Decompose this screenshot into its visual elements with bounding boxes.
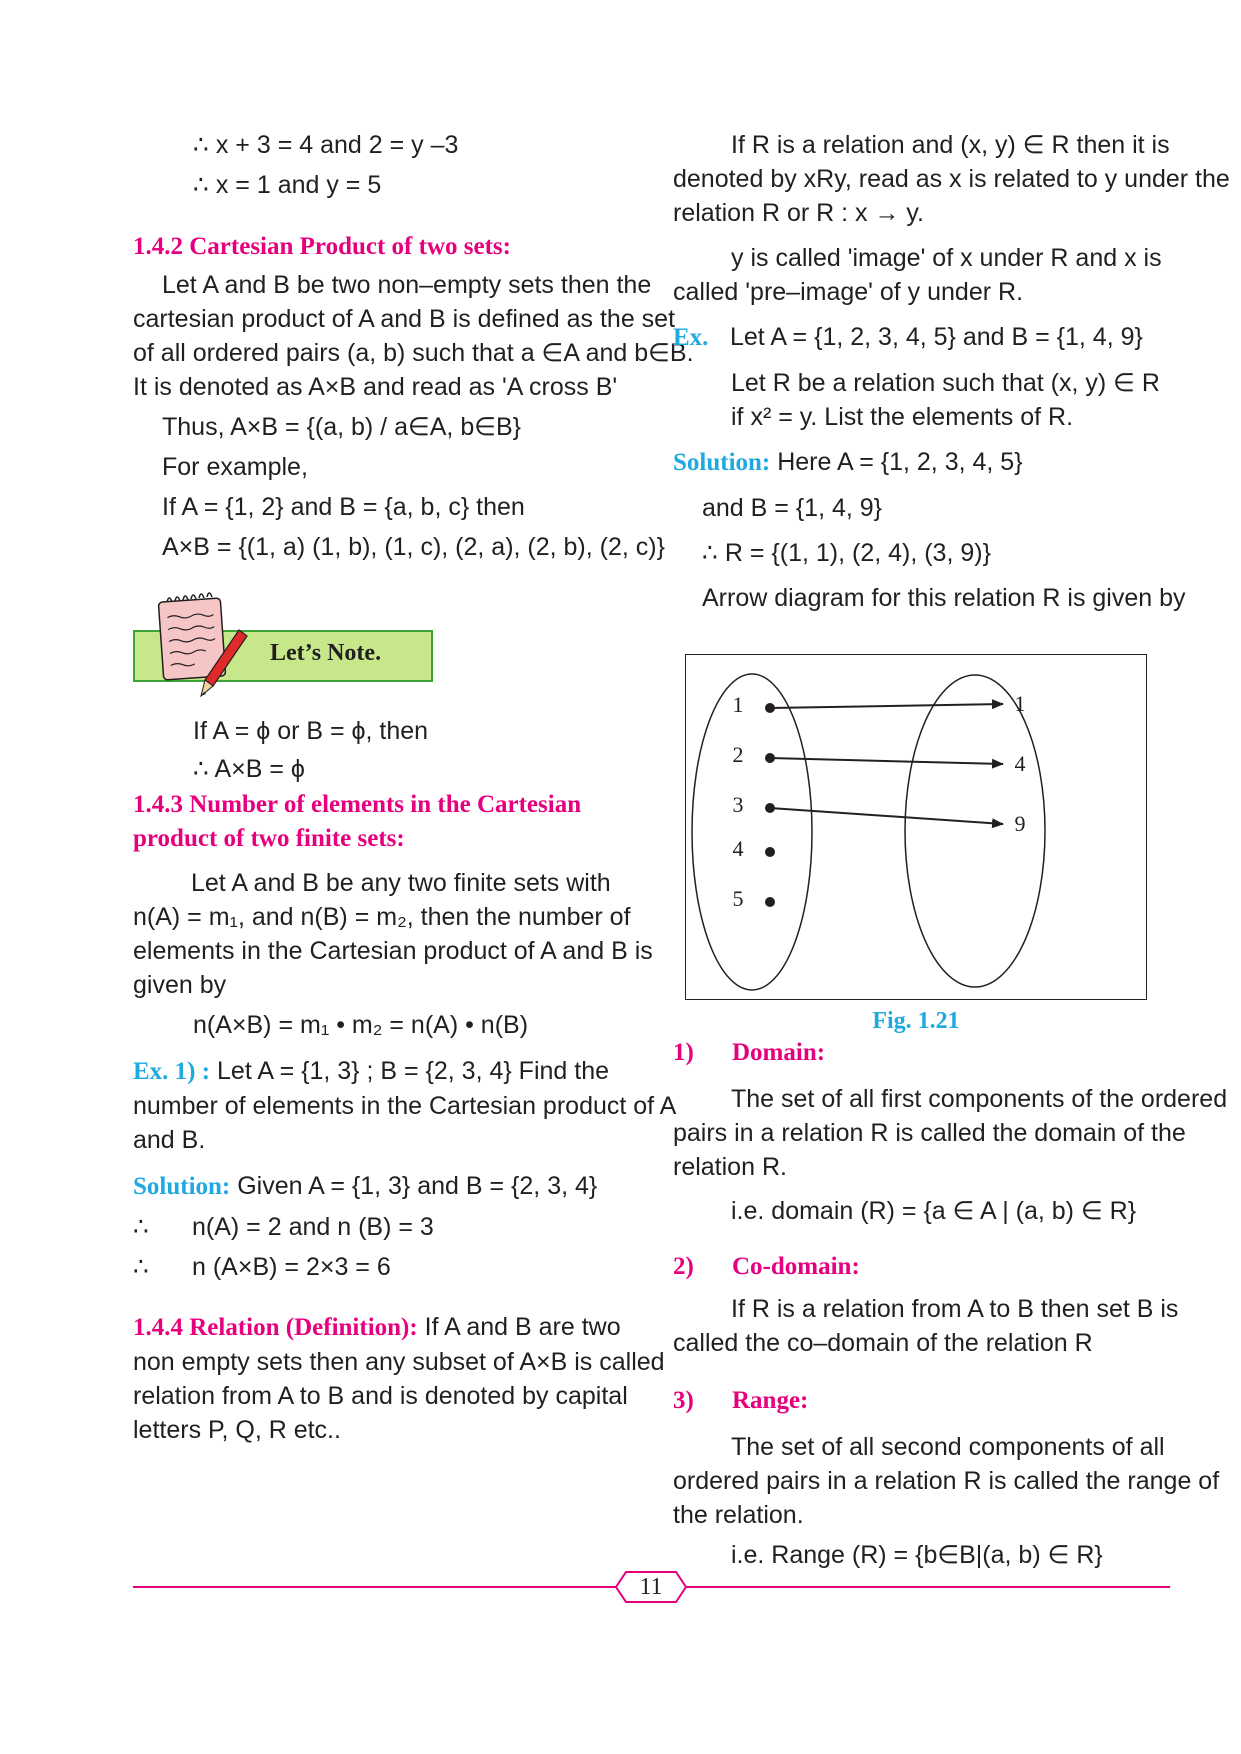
figure-caption: Fig. 1.21 xyxy=(872,1008,960,1034)
solution-label: Solution: xyxy=(673,449,771,476)
set-a-label: 2 xyxy=(732,742,744,767)
note-line: If A = ϕ or B = ϕ, then xyxy=(193,717,429,745)
section-heading-1-4-4: 1.4.4 Relation (Definition): xyxy=(133,1314,418,1341)
paragraph-domain: The set of all first components of the ordered pairs in a relation R is called the domain of the relation R. xyxy=(673,1085,1228,1181)
definition-heading-domain: 1) Domain: xyxy=(673,1039,826,1066)
example-line: if x² = y. List the elements of R. xyxy=(731,403,1074,431)
formula-line: i.e. Range (R) = {b∈B|(a, b) ∈ R} xyxy=(731,1541,1103,1569)
set-b-label: 1 xyxy=(1014,691,1026,716)
set-a-label: 4 xyxy=(732,836,744,861)
page-number: 11 xyxy=(639,1574,663,1600)
example-label: Ex. 1) : xyxy=(133,1058,211,1085)
formula-line: i.e. domain (R) = {a ∈ A | (a, b) ∈ R} xyxy=(731,1197,1137,1225)
set-a-label: 5 xyxy=(732,886,744,911)
paragraph-relation-notation: If R is a relation and (x, y) ∈ R then it is denoted by xRy, read as x is related to y under the relation R or R : x → y. xyxy=(673,131,1230,227)
solution-line: Solution: Given A = {1, 3} and B = {2, 3, 4} xyxy=(133,1172,598,1200)
section-heading-1-4-3: 1.4.3 Number of elements in the Cartesian product of two finite sets: xyxy=(133,791,582,852)
equation-line: ∴ x + 3 = 4 and 2 = y –3 xyxy=(193,131,459,159)
footer-rule xyxy=(133,1586,621,1588)
set-b-label: 9 xyxy=(1014,811,1026,836)
set-a-label: 3 xyxy=(732,792,744,817)
example-line: Let R be a relation such that (x, y) ∈ R xyxy=(731,369,1160,397)
footer-rule xyxy=(681,1586,1170,1588)
set-a-label: 1 xyxy=(732,692,744,717)
relation-arrow xyxy=(770,808,1003,824)
relation-arrow xyxy=(770,704,1003,708)
left-column xyxy=(133,128,694,1447)
arrow-diagram xyxy=(685,654,1147,1000)
solution-line: Solution: Here A = {1, 2, 3, 4, 5} xyxy=(673,448,1023,476)
example-label: Ex. xyxy=(673,324,709,351)
solution-step: ∴ n(A) = 2 and n (B) = 3 xyxy=(133,1210,629,1244)
paragraph-cartesian-definition: Let A and B be two non–empty sets then the cartesian product of A and B is defined as the set of all ordered pairs (a, b) such that a ∈A and b∈B. It is denoted as A×B and read as 'A cross B' xyxy=(133,271,694,401)
set-a-ellipse xyxy=(692,674,812,990)
example-line: Ex. Let A = {1, 2, 3, 4, 5} and B = {1, 4, 9} xyxy=(673,320,1170,355)
formula-line: A×B = {(1, a) (1, b), (1, c), (2, a), (2, b), (2, c)} xyxy=(162,533,665,561)
set-a-point xyxy=(765,897,775,907)
paragraph-range: The set of all second components of all ordered pairs in a relation R is called the range of the relation. xyxy=(673,1433,1220,1529)
definition-heading-range: 3) Range: xyxy=(673,1387,809,1414)
therefore-symbol: ∴ xyxy=(133,1213,149,1241)
formula-line: Thus, A×B = {(a, b) / a∈A, b∈B} xyxy=(162,413,522,441)
solution-step: ∴ n (A×B) = 2×3 = 6 xyxy=(133,1250,629,1284)
therefore-symbol: ∴ xyxy=(133,1253,149,1281)
equation-line: ∴ x = 1 and y = 5 xyxy=(193,171,382,199)
definition-heading-codomain: 2) Co-domain: xyxy=(673,1253,860,1280)
set-a-point xyxy=(765,847,775,857)
paragraph-codomain: If R is a relation from A to B then set B is called the co–domain of the relation R xyxy=(673,1295,1179,1357)
lets-note-label: Let’s Note. xyxy=(270,640,382,666)
right-column xyxy=(673,128,1230,615)
notepad-pencil-icon xyxy=(155,590,251,702)
solution-line: ∴ R = {(1, 1), (2, 4), (3, 9)} xyxy=(702,539,991,567)
set-b-label: 4 xyxy=(1014,751,1026,776)
paragraph-relation-definition: 1.4.4 Relation (Definition): If A and B are two non empty sets then any subset of A×B is called relation from A to B and is denoted by capital letters P, Q, R etc.. xyxy=(133,1313,665,1444)
formula-line: n(A×B) = m₁ • m₂ = n(A) • n(B) xyxy=(193,1011,529,1039)
solution-line: Arrow diagram for this relation R is given by xyxy=(702,584,1186,612)
right-column-definitions xyxy=(673,1036,1228,1572)
text-line: If A = {1, 2} and B = {a, b, c} then xyxy=(162,493,525,521)
paragraph-image-preimage: y is called 'image' of x under R and x is called 'pre–image' of y under R. xyxy=(673,244,1162,306)
example-1: Ex. 1) : Let A = {1, 3} ; B = {2, 3, 4} Find the number of elements in the Cartesian product of A and B. xyxy=(133,1057,677,1154)
relation-arrow xyxy=(770,758,1003,764)
section-heading-1-4-2: 1.4.2 Cartesian Product of two sets: xyxy=(133,233,511,260)
text-line: For example, xyxy=(162,453,308,481)
solution-line: and B = {1, 4, 9} xyxy=(702,494,883,522)
paragraph-number-of-elements: Let A and B be any two finite sets with n(A) = m₁, and n(B) = m₂, then the number of elements in the Cartesian product of A and B is given by xyxy=(133,869,653,999)
solution-label: Solution: xyxy=(133,1173,231,1200)
note-line: ∴ A×B = ϕ xyxy=(193,755,305,783)
